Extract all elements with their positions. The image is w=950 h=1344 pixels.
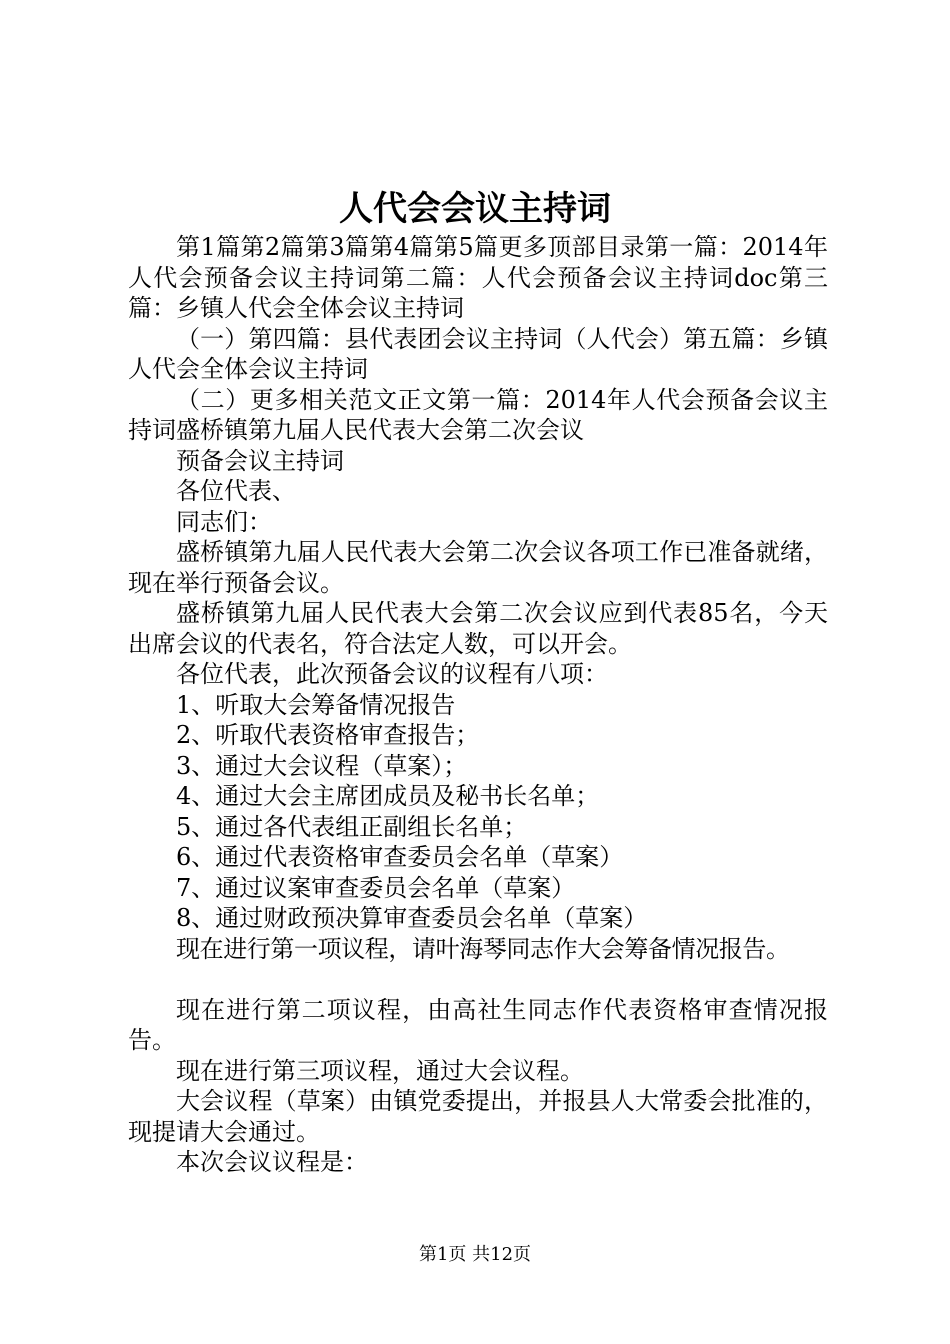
paragraph: 第1篇第2篇第3篇第4篇第5篇更多顶部目录第一篇：2014年人代会预备会议主持词第二篇：人代会预备会议主持词doc第三篇：乡镇人代会全体会议主持词 [128,233,828,322]
agenda-item: 1、听取大会筹备情况报告 [176,690,456,719]
paragraph: （一）第四篇：县代表团会议主持词（人代会）第五篇：乡镇人代会全体会议主持词 [128,324,828,383]
agenda-item: 4、通过大会主席团成员及秘书长名单； [176,782,600,810]
agenda-item: 3、通过大会议程（草案）； [176,751,468,780]
paragraph: 本次会议议程是： [176,1148,368,1176]
agenda-item: 7、通过议案审查委员会名单（草案） [176,873,576,902]
paragraph: 预备会议主持词 [176,446,344,475]
paragraph: 现在进行第二项议程，由高社生同志作代表资格审查情况报告。 [128,995,828,1054]
document-title: 人代会会议主持词 [339,189,611,229]
agenda-item: 5、通过各代表组正副组长名单； [176,812,528,841]
paragraph: 大会议程（草案）由镇党委提出，并报县人大常委会批准的，现提请大会通过。 [128,1087,828,1146]
agenda-item: 6、通过代表资格审查委员会名单（草案） [176,843,624,871]
paragraph: 现在进行第三项议程，通过大会议程。 [176,1056,584,1085]
paragraph: （二）更多相关范文正文第一篇：2014年人代会预备会议主持词盛桥镇第九届人民代表大会第二次会议 [128,385,828,444]
document-body [128,232,828,1178]
paragraph: 各位代表、 [176,477,296,505]
paragraph: 同志们： [176,507,272,536]
agenda-item: 2、听取代表资格审查报告； [176,721,480,749]
paragraph: 盛桥镇第九届人民代表大会第二次会议各项工作已准备就绪，现在举行预备会议。 [128,538,828,597]
page-number-footer: 第1页 共12页 [418,1244,532,1265]
agenda-item: 8、通过财政预决算审查委员会名单（草案） [176,904,648,932]
paragraph: 盛桥镇第九届人民代表大会第二次会议应到代表85名，今天出席会议的代表名，符合法定人数，可以开会。 [128,599,828,658]
paragraph: 各位代表，此次预备会议的议程有八项： [176,660,608,688]
paragraph: 现在进行第一项议程，请叶海琴同志作大会筹备情况报告。 [176,934,790,963]
